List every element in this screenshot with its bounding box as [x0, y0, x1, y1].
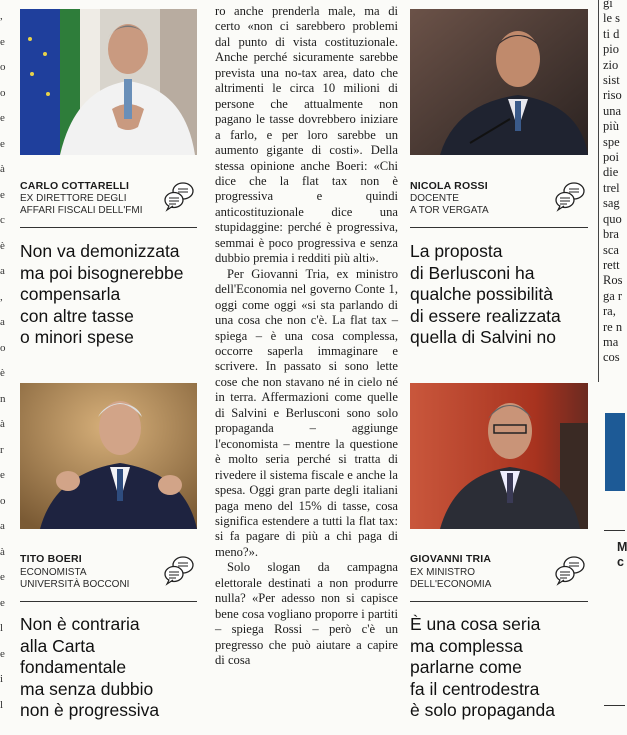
divider [410, 227, 588, 228]
edge-fragment: e [0, 137, 5, 150]
edge-text-line: più [603, 119, 619, 134]
edge-text-line: bra [603, 227, 619, 242]
article-paragraph: ro anche prenderla male, ma di certo «non ci sarebbero problemi dal punto di vista costituzionale. Anche perché sicuramente sarebbe prevista una no-tax area, dato che altrimenti le circa 10 milioni di persone che attualmente non pagano le tasse dovrebbero iniziare a farlo, e per loro sarebbe un aumento gigante di costi». Della stessa opinione anche Boeri: «Chi dice che la flat tax non è progressiva e quindi anticostituzionale dice una stupidaggine: perché è progressiva, semmai è poco progressiva e senza dubbio premia i redditi più alti». [215, 4, 398, 266]
quote-line: ma senza dubbio [20, 678, 154, 699]
role-line: EX MINISTRO [410, 567, 476, 578]
divider [604, 705, 625, 706]
role-line: ECONOMISTA [20, 567, 87, 578]
quote-line: quella di Salvini no [410, 327, 556, 347]
blue-box [605, 413, 625, 491]
edge-fragment: l [0, 622, 4, 634]
edge-fragment: o [0, 61, 6, 73]
quote-line: ma poi bisognerebbe [20, 262, 184, 283]
edge-fragment: a [0, 520, 5, 532]
profile-quote [20, 241, 183, 349]
portrait-image [410, 9, 588, 155]
edge-text-line: cos [603, 350, 620, 365]
quote-line: Non va demonizzata [20, 241, 180, 261]
profile-name: GIOVANNI TRIA [410, 553, 492, 565]
edge-fragment: o [0, 341, 6, 354]
column-rule [598, 0, 599, 382]
edge-text-line: ga r [603, 288, 623, 303]
speech-bubbles-icon [164, 555, 194, 585]
edge-fragment: l [0, 698, 4, 711]
edge-fragment: e [0, 112, 5, 124]
quote-line: è solo propaganda [410, 700, 555, 720]
edge-text-line: c [617, 555, 624, 570]
edge-fragment: e [0, 35, 5, 48]
tria-photo [410, 383, 588, 529]
cottarelli-photo [20, 9, 197, 155]
edge-text-line: zio [603, 57, 619, 72]
edge-text-line: re n [603, 319, 623, 334]
article-paragraph: Solo slogan da campagna elettorale destinati a non produrre nulla? «Per adesso non si capisce bene cosa vogliano proporre i partiti – spiega Rossi – però c'è un pregresso che può aiutare a capire di cosa [215, 560, 398, 668]
edge-text-line: riso [603, 88, 622, 103]
right-column-edge-bottom [617, 540, 625, 574]
profile-quote [410, 241, 561, 349]
divider [20, 227, 197, 228]
edge-text-line: poi [603, 150, 619, 165]
edge-fragment: r [0, 443, 4, 456]
quote-line: di Berlusconi ha [410, 262, 535, 283]
quote-line: ma complessa [410, 635, 523, 656]
profile-role [20, 193, 143, 217]
role-line: DELL'ECONOMIA [410, 579, 492, 590]
edge-fragment: à [0, 545, 5, 558]
edge-text-line: una [603, 103, 622, 118]
profile-role [410, 193, 489, 217]
quote-line: con altre tasse [20, 305, 134, 326]
profile-role [20, 567, 129, 591]
edge-fragment: e [0, 188, 5, 201]
speech-bubbles-icon [555, 181, 585, 211]
divider [410, 601, 588, 602]
edge-fragment: è [0, 239, 5, 252]
edge-text-line: trel [603, 180, 620, 195]
edge-fragment: n [0, 392, 6, 405]
quote-line: alla Carta [20, 635, 95, 656]
edge-fragment: e [0, 571, 5, 583]
edge-fragment: i [0, 673, 4, 685]
quote-line: compensarla [20, 284, 121, 304]
role-line: UNIVERSITÀ BOCCONI [20, 579, 130, 590]
speech-bubbles-icon [164, 181, 194, 211]
edge-text-line: sca [603, 242, 619, 257]
edge-text-line: sag [603, 196, 620, 211]
edge-fragment: , [0, 290, 3, 303]
profile-name: CARLO COTTARELLI [20, 180, 130, 192]
edge-text-line: M [617, 540, 627, 554]
quote-line: È una cosa seria [410, 614, 541, 634]
edge-text-line: ra, [603, 304, 616, 319]
quote-line: parlarne come [410, 657, 522, 677]
quote-line: qualche possibilità [410, 284, 554, 304]
profile-quote [410, 614, 555, 722]
portrait-image [20, 383, 197, 529]
profile-quote [20, 614, 159, 722]
quote-line: fondamentale [20, 657, 127, 677]
quote-line: fa il centrodestra [410, 678, 540, 699]
edge-text-line: ti d [603, 26, 620, 41]
edge-text-line: rett [603, 257, 620, 272]
edge-fragment: o [0, 494, 6, 507]
role-line: A TOR VERGATA [410, 205, 489, 216]
role-line: AFFARI FISCALI DELL'FMI [20, 205, 143, 216]
role-line: DOCENTE [410, 193, 459, 204]
divider [20, 601, 197, 602]
edge-fragment: e [0, 469, 5, 481]
rossi-photo [410, 9, 588, 155]
profile-name: NICOLA ROSSI [410, 180, 488, 192]
edge-fragment: a [0, 316, 5, 328]
article-paragraph: Per Giovanni Tria, ex ministro dell'Economia nel governo Conte 1, oggi come oggi «si sta parlando di una cosa che non c'è. La flat tax – spiega – è una cosa complessa, occorre saperla immaginare e scrivere. In passato si sono lette cose che non stavano né in cielo né in terra. Affermazioni come quelle di Salvini e Berlusconi sono solo propaganda – aggiunge l'economista – mentre la questione è molto seria perché si tratta di rivedere il sistema fiscale e anche la spesa. Oggi gran parte degli italiani paga meno del 15% di tasse, cosa significa estendere a tutti la flat tax: si fa pagare di più a chi paga di meno?». [215, 266, 398, 559]
edge-fragment: à [0, 418, 5, 430]
article-body [215, 4, 398, 668]
profile-name: TITO BOERI [20, 553, 82, 565]
edge-text-line: le s [603, 11, 621, 26]
boeri-photo [20, 383, 197, 529]
edge-fragment: e [0, 647, 5, 660]
edge-fragment: , [0, 10, 3, 22]
edge-fragment: è [0, 367, 5, 379]
profile-role [410, 567, 491, 591]
edge-text-line: ma [603, 334, 619, 349]
edge-text-line: pio [603, 42, 619, 57]
portrait-image [410, 383, 588, 529]
edge-text-line: gi [603, 0, 613, 10]
edge-fragment: a [0, 265, 5, 277]
quote-line: di essere realizzata [410, 305, 561, 326]
edge-fragment: à [0, 163, 5, 175]
quote-line: o minori spese [20, 327, 134, 347]
role-line: EX DIRETTORE DEGLI [20, 193, 127, 204]
edge-text-line: die [603, 165, 619, 180]
edge-fragment: c [0, 214, 5, 226]
edge-text-line: sist [603, 73, 620, 88]
left-column-edge [0, 0, 10, 735]
edge-fragment: o [0, 86, 6, 99]
edge-text-line: spe [603, 134, 620, 149]
edge-fragment: e [0, 596, 5, 609]
speech-bubbles-icon [555, 555, 585, 585]
edge-text-line: Ros [603, 273, 623, 288]
quote-line: non è progressiva [20, 700, 160, 720]
quote-line: Non è contraria [20, 614, 140, 634]
divider [604, 530, 625, 531]
right-column-edge [603, 0, 625, 368]
portrait-image [20, 9, 197, 155]
quote-line: La proposta [410, 241, 503, 261]
edge-text-line: quo [603, 211, 622, 226]
